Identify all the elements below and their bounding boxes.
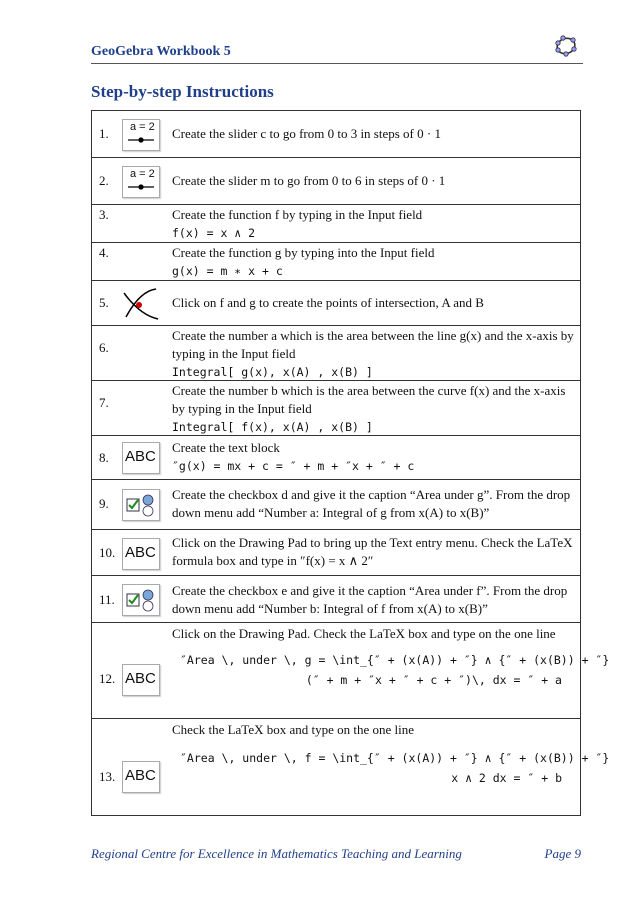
step-code: Integral[ g(x), x(A) , x(B) ] [172, 365, 373, 379]
table-row [92, 436, 580, 480]
slider-icon [122, 166, 160, 198]
step-code-continued: (″ + m + ″x + ″ + c + ″)\, dx = ″ + a [305, 673, 562, 687]
table-row [92, 281, 580, 326]
step-number: 7. [99, 395, 109, 410]
step-code: g(x) = m ∗ x + c [172, 264, 283, 278]
slider-icon-label: a = 2 [130, 121, 155, 133]
checkbox-tool-icon [122, 489, 160, 521]
step-number: 10. [99, 545, 116, 560]
step-text: Create the text block [172, 440, 280, 455]
step-text: Create the number b which is the area between the curve f(x) and the x-axis by typing in the Input field [172, 383, 566, 416]
step-content [172, 244, 574, 280]
text-tool-label: ABC [125, 448, 156, 465]
step-text: Create the number a which is the area between the line g(x) and the x-axis by typing in the Input field [172, 328, 574, 361]
step-number: 3. [99, 207, 109, 222]
step-number: 5. [99, 295, 109, 310]
instructions-table [91, 110, 610, 816]
table-row [92, 719, 610, 817]
step-number: 11. [99, 592, 115, 607]
step-number: 6. [99, 340, 109, 355]
step-number: 13. [99, 769, 116, 784]
intersect-icon [120, 287, 160, 321]
step-number: 4. [99, 245, 109, 260]
step-code-continued: x ∧ 2 dx = ″ + b [451, 771, 562, 785]
step-text: Create the function g by typing into the Input field [172, 245, 435, 260]
text-tool-icon [122, 664, 160, 696]
step-text: Create the slider c to go from 0 to 3 in steps of 0 · 1 [172, 126, 441, 141]
slider-icon [122, 119, 160, 151]
table-row [92, 158, 580, 205]
table-row [92, 381, 580, 436]
header-title: GeoGebra Workbook 5 [91, 44, 231, 59]
table-row [92, 243, 580, 281]
step-text: Check the LaTeX box and type on the one line [172, 722, 415, 737]
text-tool-label: ABC [125, 670, 156, 687]
step-content [172, 327, 574, 381]
table-row [92, 623, 610, 719]
table-row [92, 205, 580, 243]
step-number: 2. [99, 173, 109, 188]
step-number: 12. [99, 671, 116, 686]
table-row [92, 576, 580, 623]
text-tool-icon [122, 761, 160, 793]
text-tool-label: ABC [125, 767, 156, 784]
table-row [92, 326, 580, 381]
step-text: Create the slider m to go from 0 to 6 in steps of 0 · 1 [172, 173, 446, 188]
step-content [172, 439, 574, 475]
step-text: Create the checkbox e and give it the caption “Area under f”. From the drop down menu add “Number b: Integral of f from x(A) to x(B)” [172, 583, 568, 616]
step-number: 8. [99, 450, 109, 465]
step-text: Click on the Drawing Pad to bring up the Text entry menu. Check the LaTeX formula box and type in ″f(x) = x ∧ 2″ [172, 535, 573, 568]
checkbox-tool-icon [122, 584, 160, 616]
section-title: Step-by-step Instructions [91, 82, 274, 101]
footer-page-number: Page 9 [544, 846, 581, 861]
step-text: Click on the Drawing Pad. Check the LaTeX box and type on the one line [172, 626, 556, 641]
text-tool-icon [122, 442, 160, 474]
table-row [92, 480, 580, 530]
step-number: 1. [99, 126, 109, 141]
step-text: Create the function f by typing in the Input field [172, 207, 423, 222]
header-rule [91, 63, 583, 64]
step-code: ″Area \, under \, g = \int_{″ + (x(A)) + ″} ∧ {″ + (x(B)) + ″} [180, 653, 610, 667]
step-code: ″Area \, under \, f = \int_{″ + (x(A)) + ″} ∧ {″ + (x(B)) + ″} [180, 751, 610, 765]
step-code: ″g(x) = mx + c = ″ + m + ″x + ″ + c [172, 459, 415, 473]
table-row [92, 530, 580, 576]
geogebra-logo-icon [554, 34, 578, 58]
slider-icon-label: a = 2 [130, 168, 155, 180]
table-row [92, 111, 580, 158]
step-content [172, 206, 574, 242]
step-text: Create the checkbox d and give it the caption “Area under g”. From the drop down menu add “Number a: Integral of g from x(A) to x(B)” [172, 487, 571, 520]
step-number: 9. [99, 496, 109, 511]
step-content [172, 382, 574, 436]
step-text: Click on f and g to create the points of intersection, A and B [172, 295, 484, 310]
text-tool-label: ABC [125, 544, 156, 561]
step-code: Integral[ f(x), x(A) , x(B) ] [172, 420, 373, 434]
text-tool-icon [122, 538, 160, 570]
footer-organization: Regional Centre for Excellence in Mathematics Teaching and Learning [91, 846, 462, 861]
step-code: f(x) = x ∧ 2 [172, 226, 256, 240]
